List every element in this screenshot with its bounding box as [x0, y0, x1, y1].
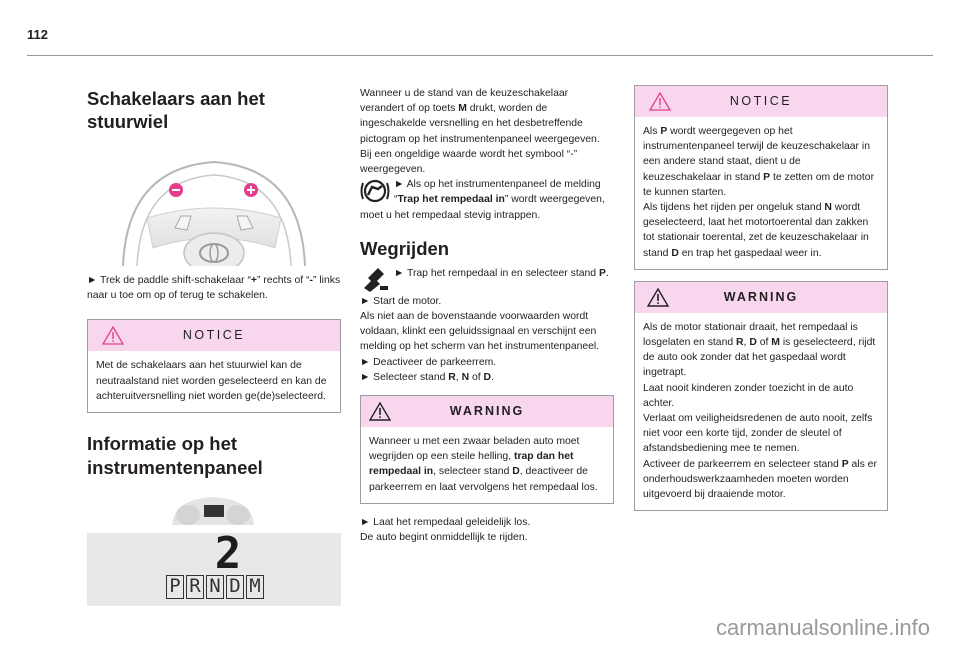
watermark: carmanualsonline.info: [715, 615, 930, 640]
warning-header: WARNING: [635, 282, 887, 313]
notice-box-gear: [634, 85, 888, 270]
section-heading-stuurwiel: Schakelaars aan het stuurwiel: [87, 88, 265, 132]
warning-body: [635, 313, 887, 510]
warning-key-paragraph: Verlaat om veiligheidsredenen de auto nooit, zelfs niet voor een korte tijd, zonder de sleutel of afstandsbediening mee te nemen.: [643, 413, 873, 455]
car-starts-driving: De auto begint onmiddellijk te rijden.: [360, 532, 528, 544]
conditions-paragraph: Als niet aan de bovenstaande voorwaarden wordt voldaan, klinkt een geluidssignaal en verschijnt een melding op het scherm van het instrumentenpaneel.: [360, 311, 600, 353]
gear-letter-r: R: [186, 575, 204, 599]
column-2: [360, 86, 614, 545]
gear-letter-p: P: [166, 575, 184, 599]
section-heading-instrumentenpaneel: Informatie op het instrumentenpaneel: [87, 433, 263, 479]
steering-wheel-icon: [87, 148, 341, 266]
foot-pedal-icon: [360, 266, 390, 294]
brake-message-paragraph: ► Als op het instrumentenpaneel de melding “Trap het rempedaal in” wordt weergegeven, moet u het rempedaal stevig intrappen.: [360, 179, 605, 221]
column-3: [634, 85, 888, 511]
warning-triangle-icon: [647, 288, 669, 307]
steering-wheel-illustration: [87, 148, 341, 266]
notice-p-paragraph: Als P wordt weergegeven op het instrumentenpaneel terwijl de keuzeschakelaar in een andere stand staat, dient u de keuzeschakelaar in stand P te zetten om de motor te kunnen starten.: [643, 126, 875, 198]
step-release-brake: ► Laat het rempedaal geleidelijk los.: [360, 516, 531, 528]
current-gear-display: 2: [214, 528, 242, 580]
gear-letter-n: N: [206, 575, 224, 599]
invalid-value-paragraph: Bij een ongeldige waarde wordt het symbool “-” weergegeven.: [360, 148, 578, 176]
column-1: [87, 79, 341, 606]
warning-triangle-icon: [369, 402, 391, 421]
warning-triangle-icon: [649, 92, 671, 111]
warning-children-paragraph: Laat nooit kinderen zonder toezicht in de auto achter.: [643, 382, 854, 409]
warning-box-hill: [360, 395, 614, 504]
top-divider: [27, 55, 933, 56]
step-release-parking-brake: ► Deactiveer de parkeerrem.: [360, 356, 497, 368]
instrument-cluster-icon: [170, 495, 256, 527]
notice-n-paragraph: Als tijdens het rijden per ongeluk stand N wordt geselecteerd, laat het motortoerental dan zakken tot stationair toerental, zet de keuzeschakelaar in stand D en trap het gaspedaal weer in.: [643, 202, 869, 259]
notice-header: NOTICE: [635, 86, 887, 117]
gear-indicator-illustration: [87, 528, 341, 606]
step-brake-select-p: ► Trap het rempedaal in en selecteer stand P.: [360, 266, 614, 281]
warning-header: WARNING: [361, 396, 613, 427]
notice-body: [635, 117, 887, 269]
notice-box-paddle: [87, 319, 341, 413]
paddle-instruction: ► Trek de paddle shift-schakelaar “+” rechts of “-” links naar u toe om op of terug te schakelen.: [87, 275, 341, 302]
step-select-gear: ► Selecteer stand R, N of D.: [360, 371, 494, 383]
notice-body: Met de schakelaars aan het stuurwiel kan de neutraalstand niet worden geselecteerd en kan de achteruitversnelling niet worden ge(de)selecteerd.: [96, 360, 327, 402]
warning-idle-paragraph: Als de motor stationair draait, het rempedaal is losgelaten en stand R, D of M is geselecteerd, rijdt de auto ook zonder dat het gaspedaal wordt ingetrapt.: [643, 321, 876, 379]
gear-letter-d: D: [226, 575, 244, 599]
gear-letters: [166, 575, 264, 599]
step-start-engine: ► Start de motor.: [360, 295, 442, 307]
warning-box-idle: [634, 281, 888, 511]
warning-triangle-icon: [102, 326, 124, 345]
brake-warning-icon: [360, 177, 390, 205]
gear-letter-m: M: [246, 575, 264, 599]
gear-display-paragraph: Wanneer u de stand van de keuzeschakelaar verandert of op toets M drukt, worden de ingeschakelde versnelling en het desbetreffende pictogram op het instrumentenpaneel weergegeven.: [360, 88, 600, 145]
warning-body: Wanneer u met een zwaar beladen auto moet wegrijden op een steile helling, trap dan het rempedaal in, selecteer stand D, deactiveer de parkeerrem en laat vervolgens het rempedaal los.: [369, 436, 598, 493]
notice-header: NOTICE: [88, 320, 340, 351]
warning-maintenance-paragraph: Activeer de parkeerrem en selecteer stand P als er onderhoudswerkzaamheden moeten worden uitgevoerd bij draaiende motor.: [643, 458, 877, 501]
section-heading-wegrijden: Wegrijden: [360, 237, 450, 259]
page-number: 112: [27, 27, 48, 42]
